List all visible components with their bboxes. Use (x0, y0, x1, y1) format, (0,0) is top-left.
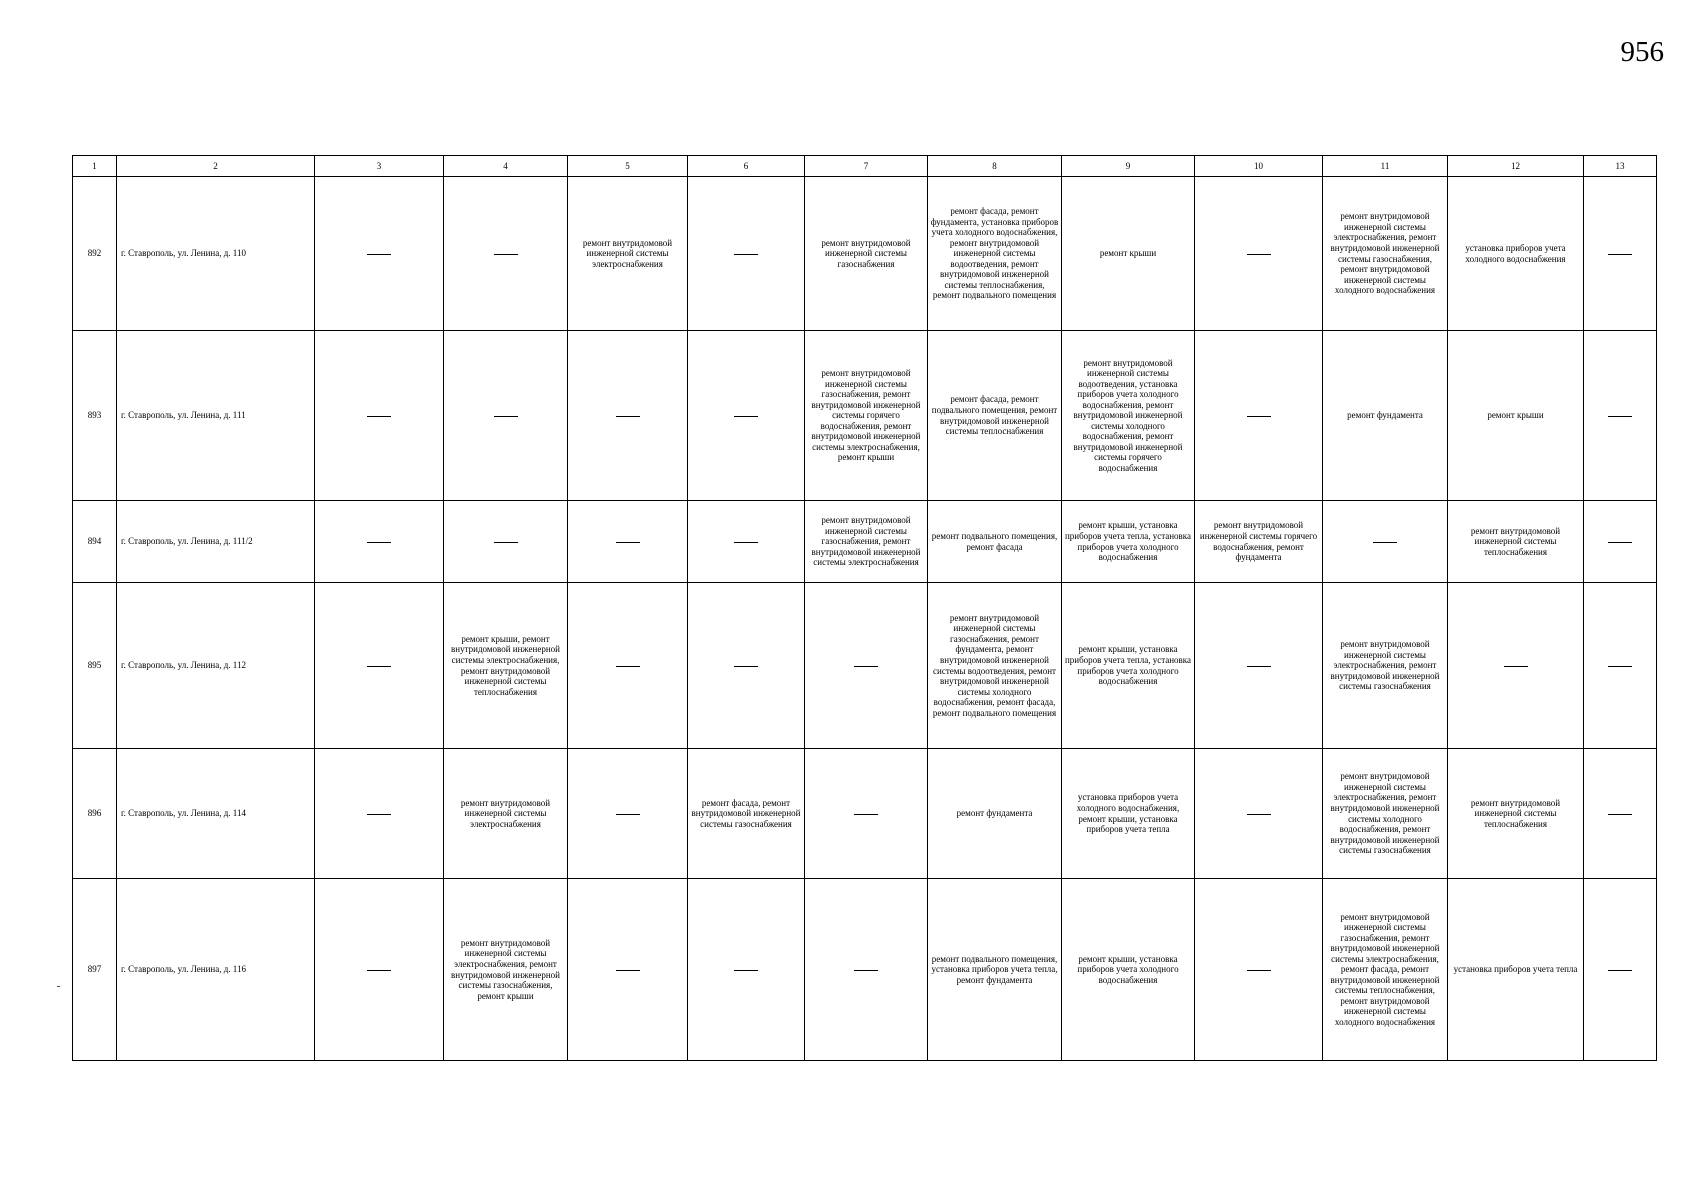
work-cell: установка приборов учета тепла (1448, 879, 1584, 1061)
row-number: 895 (73, 583, 117, 749)
dash-mark (1247, 416, 1271, 417)
dash-mark (1373, 542, 1397, 543)
empty-cell (805, 583, 928, 749)
work-cell: ремонт крыши, установка приборов учета холодного водоснабжения (1062, 879, 1195, 1061)
dash-mark (616, 416, 640, 417)
dash-mark (1247, 666, 1271, 667)
work-cell: ремонт внутридомовой инженерной системы газоснабжения, ремонт внутридомовой инженерной системы электроснабжения (805, 501, 928, 583)
work-cell: ремонт фундамента (1323, 331, 1448, 501)
work-cell: ремонт фасада, ремонт фундамента, установка приборов учета холодного водоснабжения, ремонт внутридомовой инженерной системы водоотведения, ремонт внутридомовой инженерной системы теплоснабжения, ремонт подвального помещения (928, 177, 1062, 331)
work-cell: установка приборов учета холодного водоснабжения (1448, 177, 1584, 331)
dash-mark (734, 254, 758, 255)
column-number: 3 (315, 156, 444, 177)
empty-cell (315, 749, 444, 879)
work-cell: ремонт фундамента (928, 749, 1062, 879)
column-number: 9 (1062, 156, 1195, 177)
dash-mark (616, 666, 640, 667)
empty-cell (1584, 749, 1657, 879)
address-cell: г. Ставрополь, ул. Ленина, д. 114 (117, 749, 315, 879)
dash-mark (734, 416, 758, 417)
work-cell: ремонт фасада, ремонт подвального помещения, ремонт внутридомовой инженерной системы теплоснабжения (928, 331, 1062, 501)
dash-mark (734, 542, 758, 543)
column-number-row (73, 156, 1657, 177)
table-row (73, 583, 1657, 749)
dash-mark (1504, 666, 1528, 667)
empty-cell (1195, 749, 1323, 879)
work-cell: ремонт крыши (1062, 177, 1195, 331)
work-cell: ремонт подвального помещения, установка приборов учета тепла, ремонт фундамента (928, 879, 1062, 1061)
column-number: 10 (1195, 156, 1323, 177)
address-cell: г. Ставрополь, ул. Ленина, д. 116 (117, 879, 315, 1061)
empty-cell (1584, 177, 1657, 331)
dash-mark (854, 814, 878, 815)
dash-mark (616, 970, 640, 971)
dash-mark (367, 542, 391, 543)
work-cell: ремонт внутридомовой инженерной системы электроснабжения, ремонт внутридомовой инженерной системы холодного водоснабжения, ремонт внутридомовой инженерной системы газоснабжения (1323, 749, 1448, 879)
empty-cell (1584, 331, 1657, 501)
empty-cell (1584, 583, 1657, 749)
empty-cell (1448, 583, 1584, 749)
column-number: 6 (688, 156, 805, 177)
repair-schedule-table (72, 155, 1657, 1061)
work-cell: установка приборов учета холодного водоснабжения, ремонт крыши, установка приборов учета тепла (1062, 749, 1195, 879)
empty-cell (805, 879, 928, 1061)
column-number: 13 (1584, 156, 1657, 177)
empty-cell (1584, 879, 1657, 1061)
empty-cell (1195, 879, 1323, 1061)
dash-mark (367, 814, 391, 815)
dash-mark (854, 970, 878, 971)
column-number: 11 (1323, 156, 1448, 177)
empty-cell (805, 749, 928, 879)
empty-cell (688, 177, 805, 331)
empty-cell (568, 879, 688, 1061)
work-cell: ремонт внутридомовой инженерной системы теплоснабжения (1448, 501, 1584, 583)
work-cell: ремонт внутридомовой инженерной системы газоснабжения, ремонт фундамента, ремонт внутридомовой инженерной системы водоотведения, ремонт внутридомовой инженерной системы холодного водоснабжения, ремонт фасада, ремонт подвального помещения (928, 583, 1062, 749)
empty-cell (1195, 583, 1323, 749)
dash-mark (1247, 254, 1271, 255)
table-row (73, 331, 1657, 501)
dash-mark (1247, 970, 1271, 971)
row-number: 896 (73, 749, 117, 879)
dash-mark (494, 254, 518, 255)
empty-cell (444, 177, 568, 331)
empty-cell (688, 879, 805, 1061)
empty-cell (315, 879, 444, 1061)
column-number: 8 (928, 156, 1062, 177)
empty-cell (1195, 177, 1323, 331)
work-cell: ремонт внутридомовой инженерной системы электроснабжения (444, 749, 568, 879)
empty-cell (1584, 501, 1657, 583)
work-cell: ремонт крыши, ремонт внутридомовой инженерной системы электроснабжения, ремонт внутридомовой инженерной системы теплоснабжения (444, 583, 568, 749)
empty-cell (688, 501, 805, 583)
page-number: 956 (1620, 36, 1664, 68)
dash-mark (1608, 970, 1632, 971)
dash-mark (1608, 254, 1632, 255)
address-cell: г. Ставрополь, ул. Ленина, д. 111 (117, 331, 315, 501)
table-row (73, 749, 1657, 879)
dash-mark (616, 814, 640, 815)
dash-mark (494, 542, 518, 543)
column-number: 5 (568, 156, 688, 177)
table-row (73, 177, 1657, 331)
empty-cell (688, 331, 805, 501)
address-cell: г. Ставрополь, ул. Ленина, д. 110 (117, 177, 315, 331)
work-cell: ремонт крыши, установка приборов учета тепла, установка приборов учета холодного водоснабжения (1062, 583, 1195, 749)
dash-mark (734, 666, 758, 667)
dash-mark (734, 970, 758, 971)
dash-mark (1247, 814, 1271, 815)
table-row (73, 879, 1657, 1061)
dash-mark (1608, 416, 1632, 417)
work-cell: ремонт подвального помещения, ремонт фасада (928, 501, 1062, 583)
work-cell: ремонт внутридомовой инженерной системы электроснабжения, ремонт внутридомовой инженерной системы газоснабжения, ремонт внутридомовой инженерной системы холодного водоснабжения (1323, 177, 1448, 331)
column-number: 12 (1448, 156, 1584, 177)
dash-mark (367, 416, 391, 417)
dash-mark (616, 542, 640, 543)
dash-mark (1608, 542, 1632, 543)
dash-mark (854, 666, 878, 667)
column-number: 7 (805, 156, 928, 177)
empty-cell (315, 331, 444, 501)
work-cell: ремонт внутридомовой инженерной системы газоснабжения (805, 177, 928, 331)
empty-cell (315, 501, 444, 583)
scan-mark (57, 986, 60, 987)
address-cell: г. Ставрополь, ул. Ленина, д. 111/2 (117, 501, 315, 583)
empty-cell (568, 331, 688, 501)
empty-cell (315, 177, 444, 331)
row-number: 897 (73, 879, 117, 1061)
column-number: 4 (444, 156, 568, 177)
work-cell: ремонт внутридомовой инженерной системы электроснабжения, ремонт внутридомовой инженерной системы газоснабжения (1323, 583, 1448, 749)
work-cell: ремонт внутридомовой инженерной системы водоотведения, установка приборов учета холодного водоснабжения, ремонт внутридомовой инженерной системы холодного водоснабжения, ремонт внутридомовой инженерной системы горячего водоснабжения (1062, 331, 1195, 501)
empty-cell (315, 583, 444, 749)
work-cell: ремонт крыши, установка приборов учета тепла, установка приборов учета холодного водоснабжения (1062, 501, 1195, 583)
work-cell: ремонт внутридомовой инженерной системы газоснабжения, ремонт внутридомовой инженерной системы электроснабжения, ремонт фасада, ремонт внутридомовой инженерной системы теплоснабжения, ремонт внутридомовой инженерной системы холодного водоснабжения (1323, 879, 1448, 1061)
work-cell: ремонт внутридомовой инженерной системы электроснабжения, ремонт внутридомовой инженерной системы газоснабжения, ремонт крыши (444, 879, 568, 1061)
table-row (73, 501, 1657, 583)
dash-mark (1608, 666, 1632, 667)
empty-cell (568, 583, 688, 749)
empty-cell (444, 331, 568, 501)
dash-mark (494, 416, 518, 417)
empty-cell (1323, 501, 1448, 583)
work-cell: ремонт внутридомовой инженерной системы горячего водоснабжения, ремонт фундамента (1195, 501, 1323, 583)
dash-mark (367, 254, 391, 255)
empty-cell (568, 501, 688, 583)
dash-mark (1608, 814, 1632, 815)
column-number: 2 (117, 156, 315, 177)
empty-cell (688, 583, 805, 749)
address-cell: г. Ставрополь, ул. Ленина, д. 112 (117, 583, 315, 749)
empty-cell (1195, 331, 1323, 501)
row-number: 893 (73, 331, 117, 501)
row-number: 894 (73, 501, 117, 583)
dash-mark (367, 970, 391, 971)
empty-cell (444, 501, 568, 583)
dash-mark (367, 666, 391, 667)
work-cell: ремонт крыши (1448, 331, 1584, 501)
work-cell: ремонт внутридомовой инженерной системы электроснабжения (568, 177, 688, 331)
work-cell: ремонт внутридомовой инженерной системы газоснабжения, ремонт внутридомовой инженерной системы горячего водоснабжения, ремонт внутридомовой инженерной системы электроснабжения, ремонт крыши (805, 331, 928, 501)
work-cell: ремонт фасада, ремонт внутридомовой инженерной системы газоснабжения (688, 749, 805, 879)
column-number: 1 (73, 156, 117, 177)
empty-cell (568, 749, 688, 879)
work-cell: ремонт внутридомовой инженерной системы теплоснабжения (1448, 749, 1584, 879)
row-number: 892 (73, 177, 117, 331)
